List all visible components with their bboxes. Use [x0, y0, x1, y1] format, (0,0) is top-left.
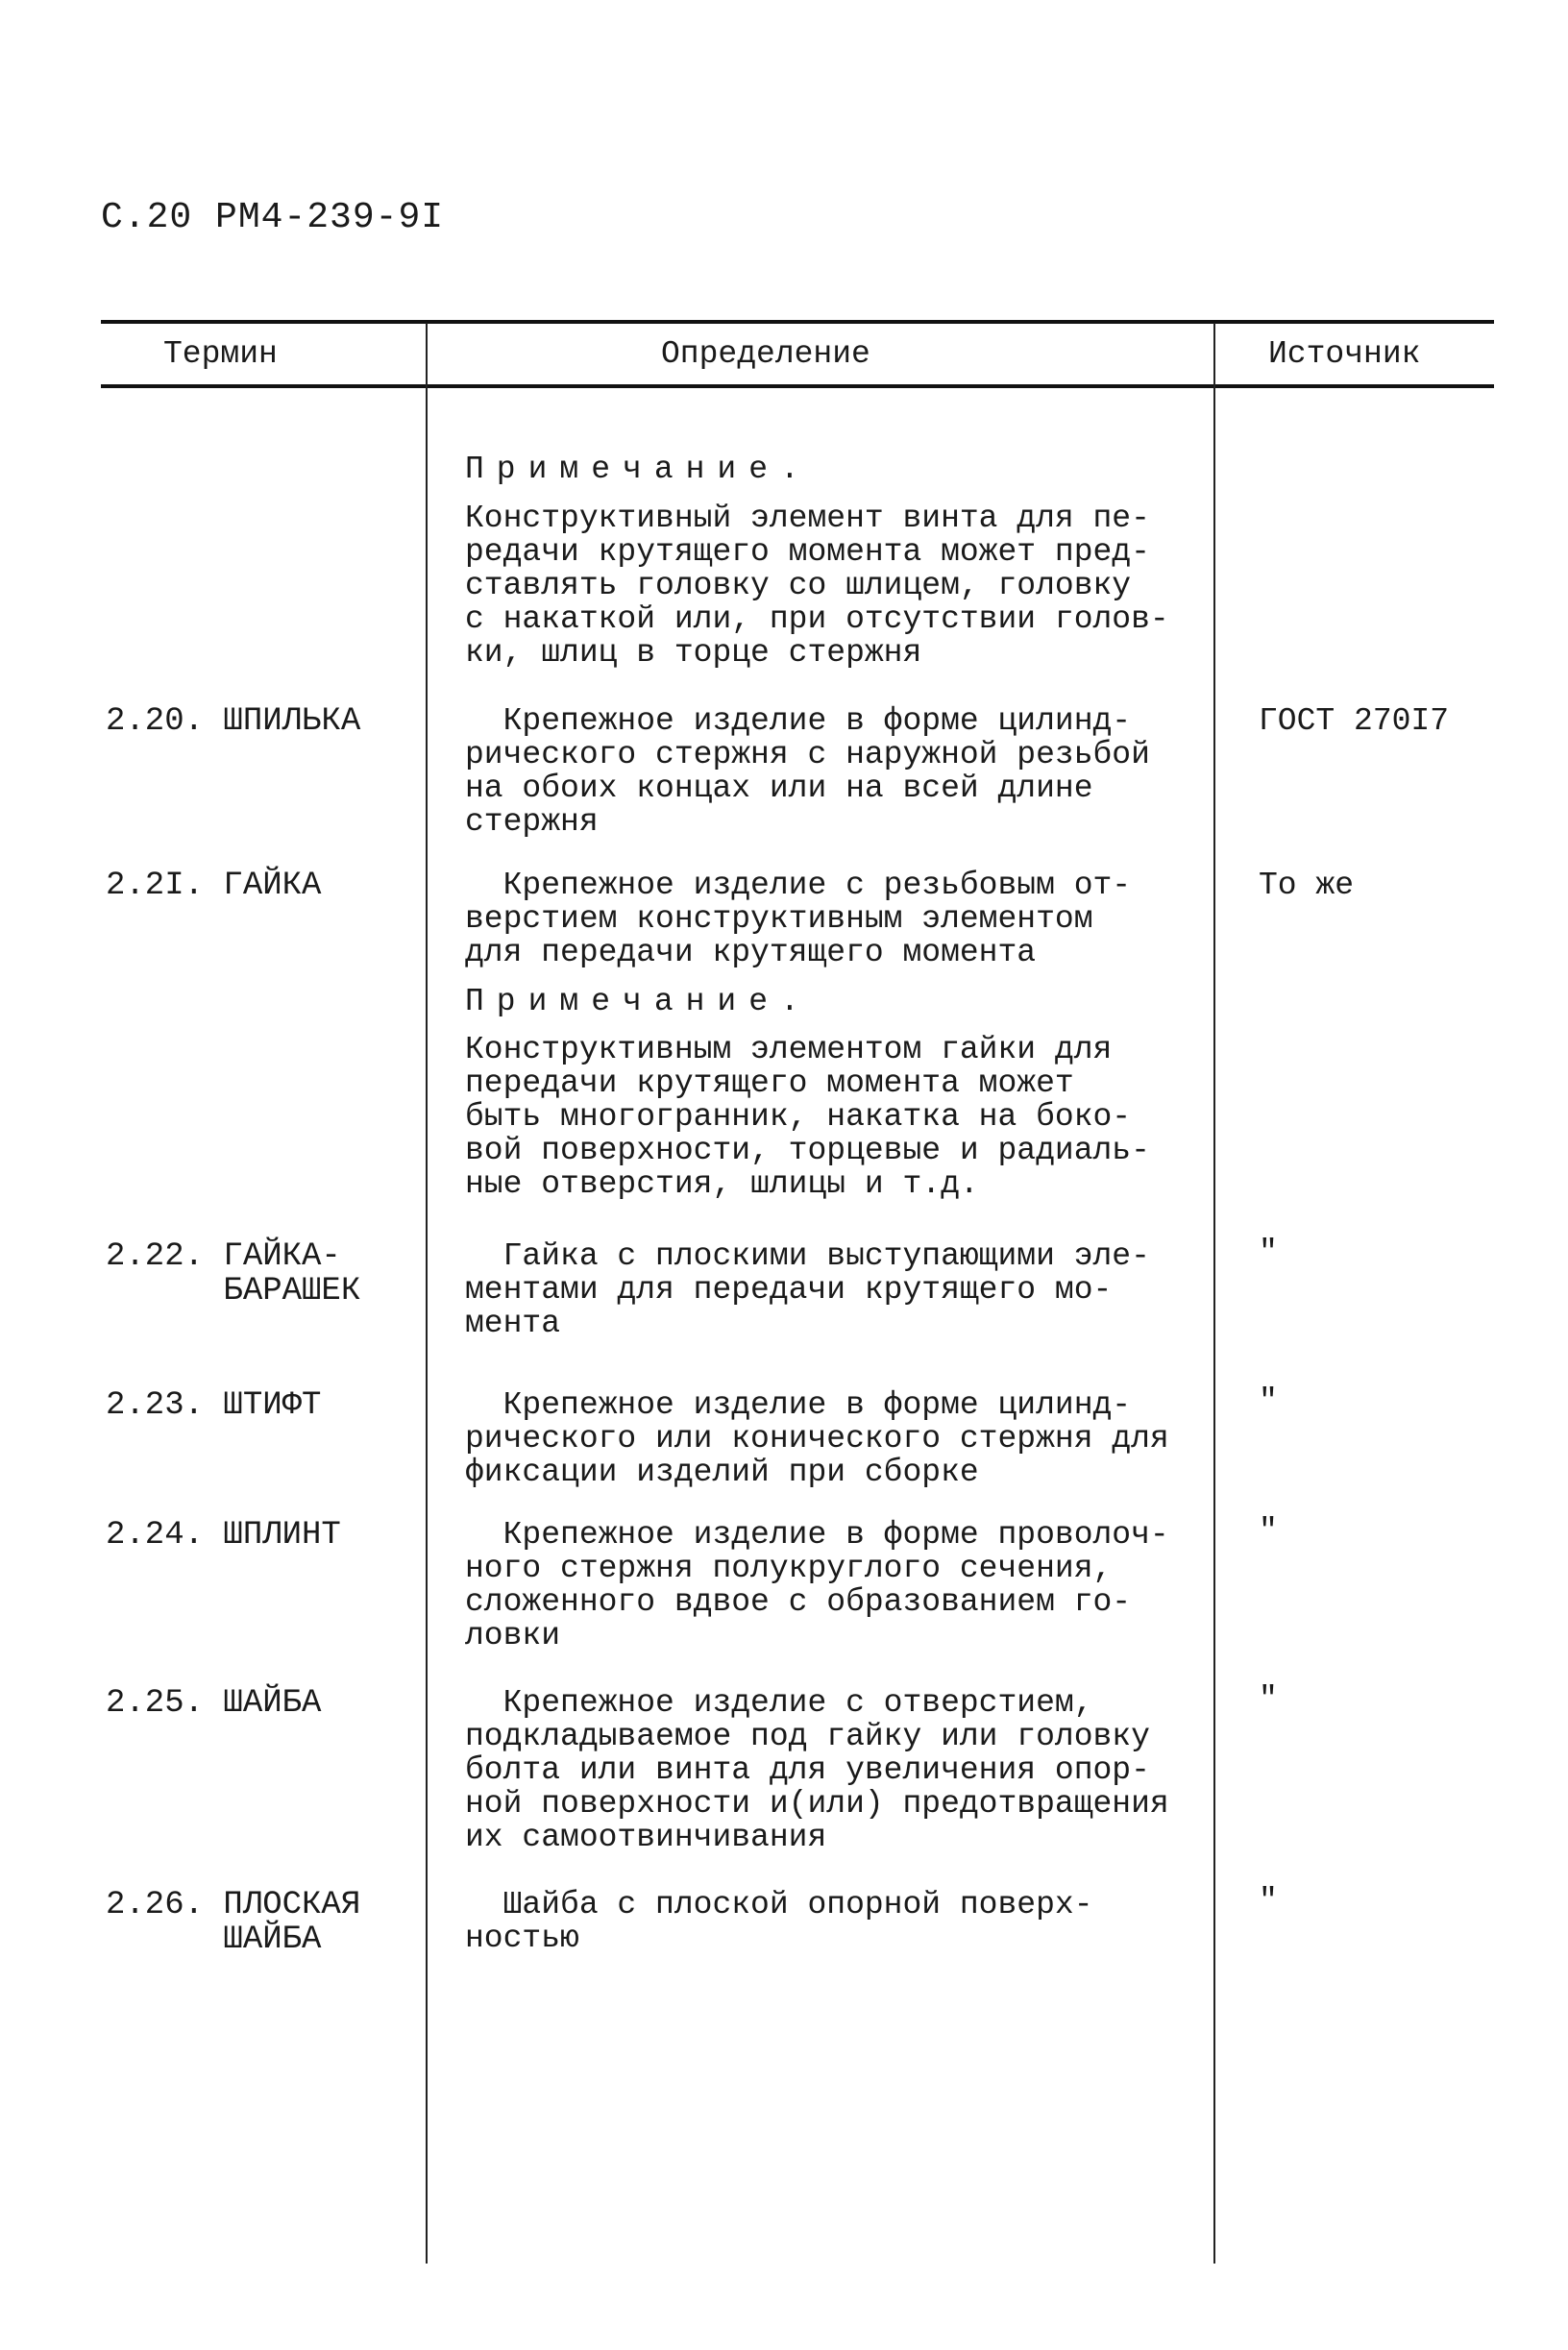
definition-2-24: Крепежное изделие в форме проволоч- ного стержня полукруглого сечения, сложенного вдвое с образованием го- ловки — [465, 1517, 1169, 1653]
column-header-definition: Определение — [661, 336, 870, 372]
definition-2-25: Крепежное изделие с отверстием, подкладываемое под гайку или головку болта или винта для увеличения опор- ной поверхности и(или) предотвращения их самоотвинчивания — [465, 1685, 1169, 1855]
term-2-24: 2.24. ШПЛИНТ — [106, 1517, 341, 1554]
definition-2-21: Крепежное изделие с резьбовым от- верстием конструктивным элементом для передачи крутящего момента — [465, 868, 1132, 970]
note-text-2-21: Конструктивным элементом гайки для передачи крутящего момента может быть многогранник, накатка на боко- вой поверхности, торцевые и радиаль- ные отверстия, шлицы и т.д. — [465, 1032, 1150, 1202]
source-2-20: ГОСТ 270I7 — [1259, 703, 1450, 739]
source-2-24: " — [1259, 1513, 1278, 1549]
definition-2-23: Крепежное изделие в форме цилинд- рического или конического стержня для фиксации изделий при сборке — [465, 1387, 1169, 1490]
page-header: С.20 РМ4-239-9I — [101, 197, 445, 238]
term-2-22: 2.22. ГАЙКА- БАРАШЕК — [106, 1238, 361, 1310]
term-2-23: 2.23. ШТИФТ — [106, 1387, 322, 1424]
source-2-23: " — [1259, 1383, 1278, 1419]
source-2-26: " — [1259, 1883, 1278, 1919]
table-top-rule — [101, 320, 1494, 324]
table-header-rule — [101, 384, 1494, 388]
source-2-21: То же — [1259, 868, 1355, 903]
source-2-25: " — [1259, 1681, 1278, 1717]
note-title-2-21: Примечание. — [465, 984, 812, 1019]
intro-note-title: Примечание. — [465, 452, 812, 487]
definition-2-20: Крепежное изделие в форме цилинд- рического стержня с наружной резьбой на обоих концах или на всей длине стержня — [465, 703, 1150, 840]
column-divider-1 — [426, 323, 428, 2264]
intro-note-text: Конструктивный элемент винта для пе- редачи крутящего момента может пред- ставлять головку со шлицем, головку с накаткой или, при отсутствии голов- ки, шлиц в торце стержня — [465, 501, 1169, 671]
term-2-20: 2.20. ШПИЛЬКА — [106, 703, 361, 740]
source-2-22: " — [1259, 1235, 1278, 1270]
definition-2-22: Гайка с плоскими выступающими эле- ментами для передачи крутящего мо- мента — [465, 1238, 1150, 1341]
term-2-25: 2.25. ШАЙБА — [106, 1685, 322, 1722]
term-2-26: 2.26. ПЛОСКАЯ ШАЙБА — [106, 1887, 361, 1958]
column-header-term: Термин — [163, 336, 278, 372]
term-2-21: 2.2I. ГАЙКА — [106, 868, 322, 904]
column-header-source: Источник — [1268, 336, 1421, 372]
definition-2-26: Шайба с плоской опорной поверх- ностью — [465, 1887, 1093, 1956]
